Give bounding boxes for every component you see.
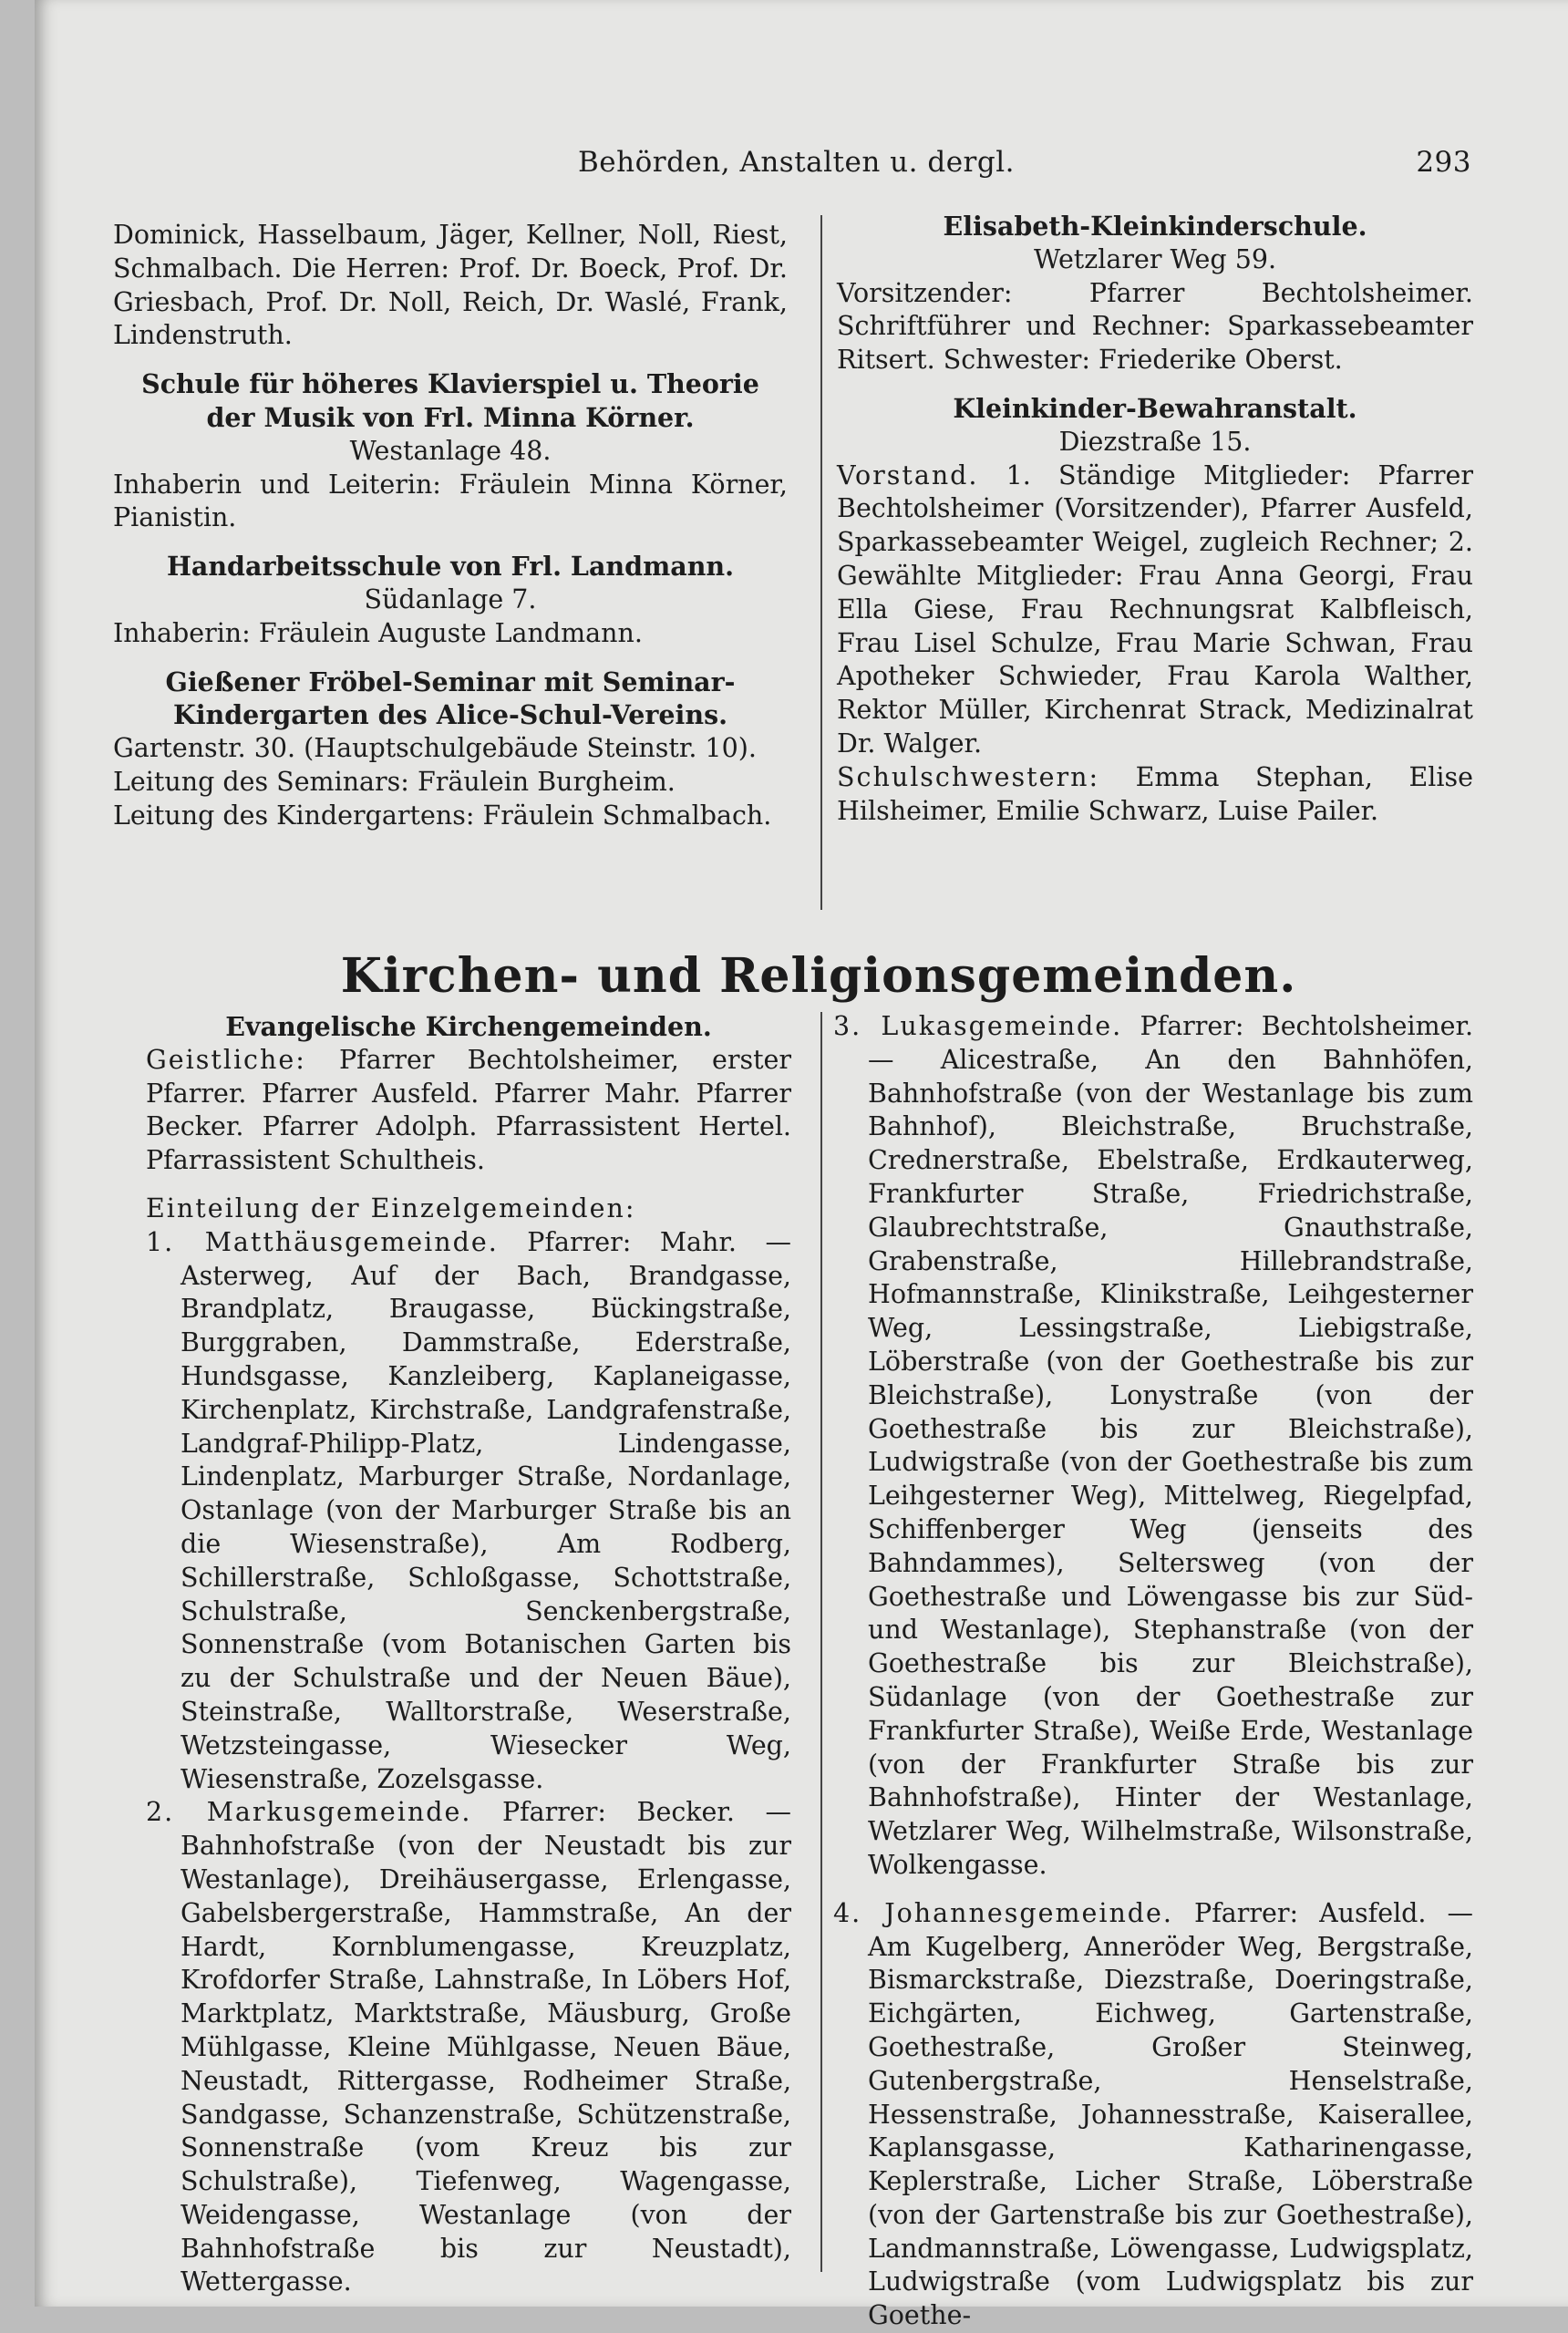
elisabeth-heading: Elisabeth-Kleinkinderschule. [943,211,1367,242]
froebel-line-2: Leitung des Kindergartens: Fräulein Schmalbach. [113,800,772,831]
bewahr-address: Diezstraße 15. [1058,426,1252,457]
froebel-line-1: Leitung des Seminars: Fräulein Burgheim. [113,766,676,797]
bewahr-vorstand [837,459,1473,761]
gemeinde-1-label: 1. Matthäusgemeinde. [146,1226,499,1257]
klavier-heading: Schule für höheres Klavierspiel u. Theorie der Musik von Frl. Minna Körner. [141,368,759,433]
geistliche-text: Pfarrer Bechtolsheimer, erster Pfarrer. Pfarrer Ausfeld. Pfarrer Mahr. Pfarrer Becker. Pfarrer Adolph. Pfarrassistent Hertel. Pfarrassistent Schultheis. [146,1044,792,1176]
bewahr-schwestern [837,761,1473,829]
geistliche-paragraph [146,1044,791,1178]
froebel-address: Gartenstr. 30. (Hauptschulgebäude Steinstr. 10). [113,733,757,764]
vorstand-label: Vorstand. [837,459,979,490]
handarbeit-heading: Handarbeitsschule von Frl. Landmann. [166,551,735,583]
gemeinde-3-text: Pfarrer: Bechtolsheimer. — Alicestraße, An den Bahnhöfen, Bahnhofstraße (von der Westanlage bis zum Bahnhof), Bleichstraße, Bruchstraße, Crednerstraße, Ebelstraße, Erdkauterweg, Frankfurter Straße, Friedrichstraße, Glaubrechtstraße, Gnauthstraße, Grabenstraße, Hillebrandstraße, Hofmannstraße, Klinikstraße, Leihgesterner Weg, Lessingstraße, Liebigstraße, Löberstraße (von der Goethestraße bis zur Bleichstraße), Lonystraße (von der Goethestraße bis zur Bleichstraße), Ludwigstraße (von der Goethestraße bis zum Leihgesterner Weg), Mittelweg, Riegelpfad, Schiffenberger Weg (jenseits des Bahndammes), Seltersweg (von der Goethestraße und Löwengasse bis zur Süd- und Westanlage), Stephanstraße (von der Goethestraße bis zur Bleichstraße), Südanlage (von der Goethestraße zur Frankfurter Straße), Weiße Erde, Westanlage (von der Frankfurter Straße bis zur Bahnhofstraße), Hinter der Westanlage, Wetzlarer Weg, Wilhelmstraße, Wilsonstraße, Wolkengasse. [868,1011,1474,1880]
section-title: Kirchen- und Religionsgemeinden. [340,948,1297,1004]
geistliche-label: Geistliche: [146,1044,306,1075]
header-title: Behörden, Anstalten u. dergl. [578,146,1015,179]
klavier-text: Inhaberin und Leiterin: Fräulein Minna Körner, Pianistin. [113,469,788,533]
left-column-top [113,219,788,833]
gemeinde-3 [833,1010,1473,1883]
elisabeth-address: Wetzlarer Weg 59. [1033,243,1277,274]
schwestern-label: Schulschwestern: [837,761,1100,792]
gemeinde-4-label: 4. Johannesgemeinde. [833,1897,1173,1928]
right-column-top [837,210,1473,828]
gemeinde-2 [146,1796,791,2299]
vorstand-text: 1. Ständige Mitglieder: Pfarrer Bechtolsheimer (Vorsitzender), Pfarrer Ausfeld, Sparkassebeamter Weigel, zugleich Rechner; 2. Gewählte Mitglieder: Frau Anna Georgi, Frau Ella Giese, Frau Rechnungsrat Kalbfleisch, Frau Lisel Schulze, Frau Marie Schwan, Frau Apotheker Schwieder, Frau Karola Walther, Rektor Müller, Kirchenrat Strack, Medizinalrat Dr. Walger. [837,459,1474,759]
right-column-bottom [833,1010,1473,2333]
column-divider-top [820,215,822,910]
continued-text: Dominick, Hasselbaum, Jäger, Kellner, Noll, Riest, Schmalbach. Die Herren: Prof. Dr. Boeck, Prof. Dr. Griesbach, Prof. Dr. Noll, Reich, Dr. Waslé, Frank, Lindenstruth. [113,220,788,351]
gemeinde-1 [146,1226,791,1797]
gemeinde-2-label: 2. Markusgemeinde. [146,1797,472,1828]
gemeinde-1-text: Pfarrer: Mahr. — Asterweg, Auf der Bach, Brandgasse, Brandplatz, Braugasse, Bückingstraße, Burggraben, Dammstraße, Ederstraße, Hundsgasse, Kanzleiberg, Kaplaneigasse, Kirchenplatz, Kirchstraße, Landgrafenstraße, Landgraf-Philipp-Platz, Lindengasse, Lindenplatz, Marburger Straße, Nordanlage, Ostanlage (von der Marburger Straße bis an die Wiesenstraße), Am Rodberg, Schillerstraße, Schloßgasse, Schottstraße, Schulstraße, Senckenbergstraße, Sonnenstraße (vom Botanischen Garten bis zu der Schulstraße und der Neuen Bäue), Steinstraße, Walltorstraße, Weserstraße, Wetzsteingasse, Wiesecker Weg, Wiesenstraße, Zozelsgasse. [181,1226,791,1794]
bewahr-heading: Kleinkinder-Bewahranstalt. [953,392,1357,424]
gemeinde-2-text: Pfarrer: Becker. — Bahnhofstraße (von der Neustadt bis zur Westanlage), Dreihäusergasse, Erlengasse, Gabelsbergerstraße, Hammstraße, An der Hardt, Kornblumengasse, Kreuzplatz, Krofdorfer Straße, Lahnstraße, In Löbers Hof, Marktplatz, Marktstraße, Mäusburg, Große Mühlgasse, Kleine Mühlgasse, Neuen Bäue, Neustadt, Rittergasse, Rodheimer Straße, Sandgasse, Schanzenstraße, Schützenstraße, Sonnenstraße (vom Kreuz bis zur Schulstraße), Tiefenweg, Wagengasse, Weidengasse, Westanlage (von der Bahnhofstraße bis zur Neustadt), Wettergasse. [181,1797,791,2297]
einteilung-heading: Einteilung der Einzelgemeinden: [146,1192,636,1223]
handarbeit-address: Südanlage 7. [364,583,537,614]
schwestern-text: Emma Stephan, Elise Hilsheimer, Emilie Schwarz, Luise Pailer. [837,761,1473,826]
document-page [35,0,1568,2331]
page-number: 293 [1416,146,1471,179]
gemeinde-4 [833,1897,1473,2333]
evangelisch-heading: Evangelische Kirchengemeinden. [225,1011,712,1042]
elisabeth-text: Vorsitzender: Pfarrer Bechtolsheimer. Schriftführer und Rechner: Sparkassebeamter Ritsert. Schwester: Friederike Oberst. [837,277,1473,376]
gemeinde-3-label: 3. Lukasgemeinde. [833,1011,1123,1041]
klavier-address: Westanlage 48. [349,435,552,466]
left-column-bottom [146,1010,791,2299]
gemeinde-4-text: Pfarrer: Ausfeld. — Am Kugelberg, Anneröder Weg, Bergstraße, Bismarckstraße, Diezstraße, Doeringstraße, Eichgärten, Eichweg, Gartenstraße, Goethestraße, Großer Steinweg, Gutenbergstraße, Henselstraße, Hessenstraße, Johannesstraße, Kaiserallee, Kaplansgasse, Katharinengasse, Keplerstraße, Licher Straße, Löberstraße (von der Gartenstraße bis zur Goethestraße), Landmannstraße, Löwengasse, Ludwigsplatz, Ludwigstraße (vom Ludwigsplatz bis zur Goethe- [868,1897,1473,2331]
froebel-heading: Gießener Fröbel-Seminar mit Seminar-Kindergarten des Alice-Schul-Vereins. [165,666,736,731]
handarbeit-text: Inhaberin: Fräulein Auguste Landmann. [113,617,643,648]
column-divider-bottom [820,1012,822,2272]
